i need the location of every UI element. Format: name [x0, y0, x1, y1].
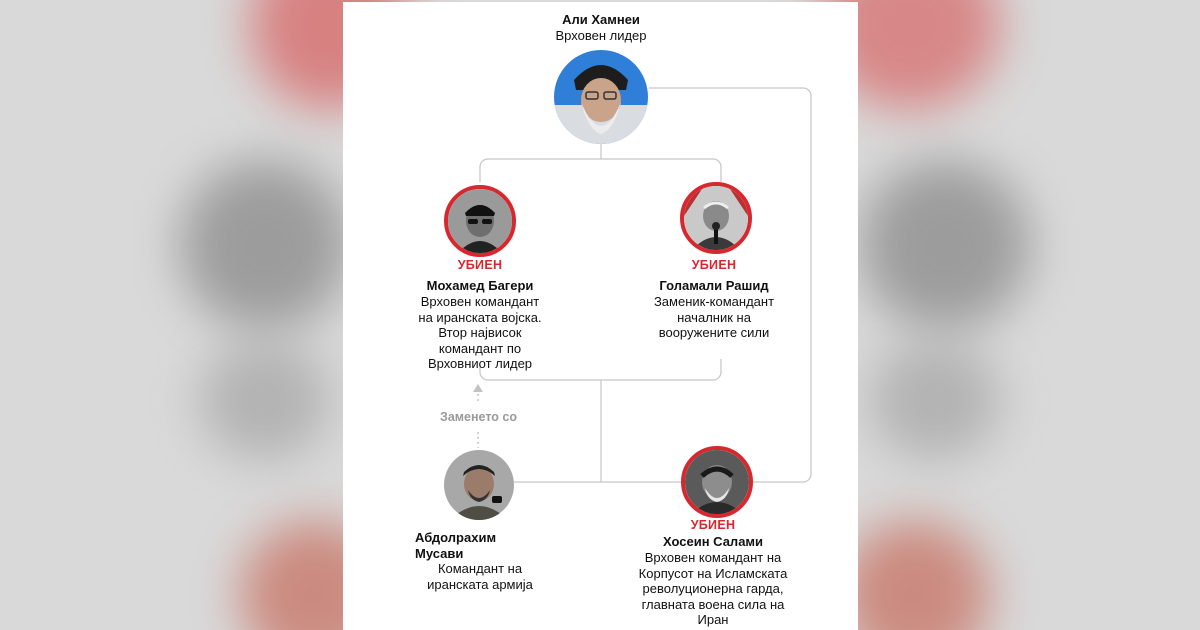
bagheri-role-line: Втор највисок — [438, 325, 522, 340]
mousavi-role-line: иранската армија — [427, 576, 533, 592]
bagheri-role-line: на иранската војска. — [418, 309, 542, 325]
node-salami — [613, 518, 813, 628]
salami-role-line: Врховен командант на — [644, 550, 782, 565]
node-mousavi — [415, 530, 535, 562]
salami-role-line: главната воена сила на — [641, 596, 785, 612]
mousavi-role-line: Командант на — [437, 561, 523, 576]
replaced-by-label: Заменето со — [440, 410, 517, 424]
rashid-avatar — [680, 182, 752, 254]
salami-role-line: револуционерна гарда, — [642, 581, 784, 596]
node-khamenei — [501, 12, 701, 44]
salami-avatar — [681, 446, 753, 518]
mousavi-avatar — [444, 450, 514, 520]
rashid-role-line: началник на — [677, 309, 751, 325]
mousavi-name-line: Абдолрахим — [415, 530, 497, 545]
khamenei-name: Али Хамнеи — [562, 12, 640, 27]
node-rashid — [614, 258, 814, 341]
bagheri-role-line: Врховен командант — [420, 294, 540, 309]
org-chart-panel — [343, 2, 858, 630]
rashid-role-line: Заменик-командант — [653, 294, 775, 309]
salami-role-line: Иран — [697, 612, 729, 627]
bagheri-role-line: командант по — [438, 340, 522, 356]
node-mousavi-role — [405, 561, 555, 592]
bagheri-role-line: Врховниот лидер — [427, 356, 533, 371]
bagheri-status-badge: УБИЕН — [457, 258, 503, 272]
khamenei-role: Врховен лидер — [555, 28, 647, 43]
rashid-status-badge: УБИЕН — [691, 258, 737, 272]
bagheri-name: Мохамед Багери — [426, 278, 534, 293]
replaced-arrow-head — [473, 384, 483, 392]
line-branch-top — [480, 159, 721, 182]
salami-status-badge: УБИЕН — [690, 518, 736, 532]
rashid-role-line: вооружените сили — [658, 325, 770, 340]
rashid-name: Голамали Рашид — [659, 278, 769, 293]
mousavi-name-line: Мусави — [415, 546, 464, 561]
salami-name: Хосеин Салами — [662, 534, 764, 549]
salami-role-line: Корпусот на Исламската — [638, 565, 788, 581]
bagheri-avatar — [444, 185, 516, 257]
node-bagheri — [380, 258, 580, 372]
khamenei-avatar — [554, 50, 648, 144]
